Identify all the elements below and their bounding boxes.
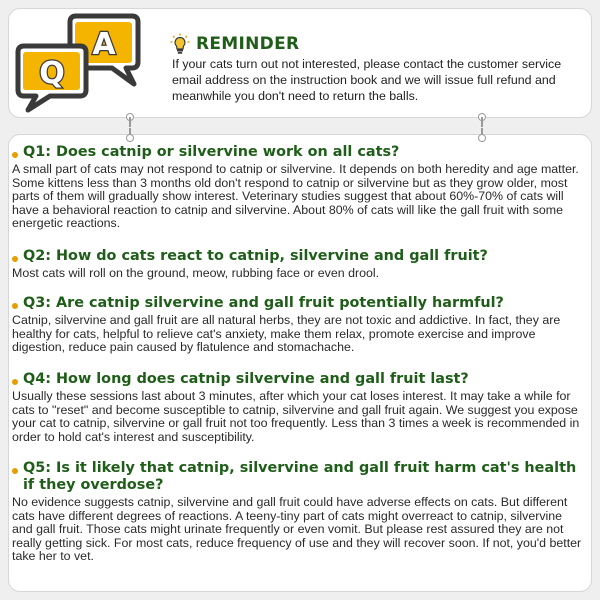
faq-answer: Usually these sessions last about 3 minutes, after which your cat loses interest. It may take a while for cats to "reset" and become susceptible to catnip, silvervine and gall fruit again. We suggest you expose your cat to catnip, silvervine or gall fruit not too frequently. Less than 3 times a week is recommended in order to hold cat's interest and susceptibility.: [12, 389, 580, 444]
reminder-text: If your cats turn out not interested, please contact the customer service email address on the instruction book and we will issue full refund and meanwhile you don't need to return the balls.: [172, 57, 562, 103]
faq-answer: A small part of cats may not respond to catnip or silvervine. It depends on both heredity and age matter. Some kittens less than 3 months old don't respond to catnip or silvervine but as they grow older, most parts of them will gradually show interest. Veterinary studies suggest that about 60%-70% of cats will have a behavioral reaction to catnip and silvervine. About 80% of cats will like the gall fruit with some energetic reactions.: [12, 162, 579, 231]
faq-item-4: [12, 371, 582, 444]
faq-answer: No evidence suggests catnip, silvervine and gall fruit could have adverse effects on cats. But different cats have different degrees of reactions. A teeny-tiny part of cats might overreact to catnip, silvervine and gall fruit. Those cats might urinate frequently or even vomit. But please rest assured they are not really getting sick. For most cats, reduce frequency of use and they will recover soon. If not, you'd better take her to vet.: [12, 495, 582, 564]
faq-item-2: [12, 248, 582, 281]
faq-item-3: [12, 295, 582, 355]
faq-question: Q2: How do cats react to catnip, silvervine and gall fruit?: [23, 248, 488, 264]
svg-text:Q: Q: [39, 56, 65, 91]
faq-item-5: [12, 460, 582, 564]
faq-question: Q5: Is it likely that catnip, silvervine and gall fruit harm cat's health if they overdose?: [23, 460, 577, 493]
bullet-icon: [12, 379, 18, 385]
faq-answer: Catnip, silvervine and gall fruit are all natural herbs, they are not toxic and addictive. In fact, they are healthy for cats, helpful to relieve cat's anxiety, make them relax, promote exercise and improve digestion, reduce pain caused by flatulence and stomachache.: [12, 313, 561, 355]
binder-ring-left: [126, 113, 134, 127]
bullet-icon: [12, 152, 18, 158]
faq-question: Q3: Are catnip silvervine and gall fruit potentially harmful?: [23, 295, 504, 311]
bullet-icon: [12, 468, 18, 474]
binder-ring-right: [478, 113, 486, 127]
reminder-title: REMINDER: [196, 34, 300, 54]
qa-bubbles-icon: [14, 10, 142, 114]
binder-ring-right-bottom: [478, 128, 486, 142]
faq-question: Q4: How long does catnip silvervine and gall fruit last?: [23, 371, 469, 387]
reminder-heading: [170, 33, 299, 55]
faq-answer: Most cats will roll on the ground, meow, rubbing face or even drool.: [12, 266, 380, 280]
binder-ring-left-bottom: [126, 128, 134, 142]
bullet-icon: [12, 256, 18, 262]
faq-item-1: [12, 144, 582, 231]
bullet-icon: [12, 303, 18, 309]
faq-question: Q1: Does catnip or silvervine work on all cats?: [23, 144, 400, 160]
q-bubble-icon: [18, 46, 86, 110]
lightbulb-icon: [170, 33, 190, 55]
svg-text:A: A: [92, 27, 116, 62]
